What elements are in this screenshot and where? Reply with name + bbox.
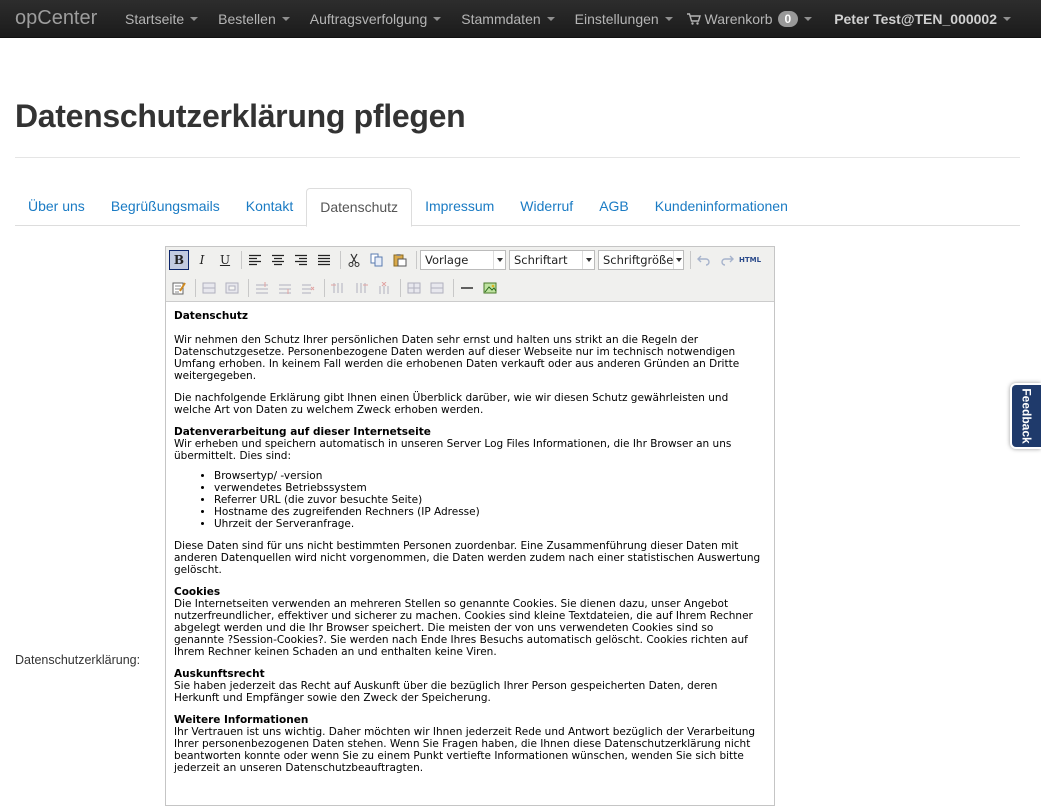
user-name: Peter Test@TEN_000002: [834, 10, 997, 27]
delete-row-button[interactable]: [298, 278, 318, 298]
insert-col-before-button[interactable]: [328, 278, 348, 298]
tab-widerruf[interactable]: Widerruf: [520, 198, 574, 214]
feedback-label: Feedback: [1019, 388, 1034, 444]
align-center-button[interactable]: [268, 250, 288, 270]
table-cell-props-button[interactable]: [222, 278, 242, 298]
content-paragraph: Die nachfolgende Erklärung gibt Ihnen einen Überblick darüber, wie wir diesen Schutz gewährleisten und welche Art von Daten zu welchem Zweck erhoben werden.: [174, 392, 729, 416]
caret-down-icon: [1003, 17, 1011, 21]
format-select[interactable]: [420, 250, 506, 270]
undo-icon: [697, 254, 711, 266]
toolbar-separator: [416, 251, 417, 269]
align-left-button[interactable]: [245, 250, 265, 270]
brand-logo[interactable]: opCenter: [15, 7, 98, 29]
html-source-button[interactable]: [740, 250, 760, 270]
nav-label: Einstellungen: [574, 10, 659, 27]
tab-ueber-uns[interactable]: Über uns: [28, 198, 85, 214]
content-paragraph: Sie haben jederzeit das Recht auf Auskunft über die bezüglich Ihrer Person gespeicherten Daten, deren Herkunft und Empfänger sowie den Zweck der Speicherung.: [174, 680, 718, 704]
caret-down-icon: [665, 17, 673, 21]
insert-col-after-button[interactable]: [351, 278, 371, 298]
insert-row-before-button[interactable]: [252, 278, 272, 298]
align-justify-button[interactable]: [314, 250, 334, 270]
chevron-down-icon: [582, 251, 594, 269]
toolbar-separator: [340, 251, 341, 269]
copy-icon: [370, 253, 384, 267]
edit-style-icon: [172, 281, 186, 295]
delete-row-icon: [301, 282, 315, 294]
undo-button[interactable]: [694, 250, 714, 270]
content-tabs: [15, 188, 1020, 226]
nav-startseite[interactable]: [125, 11, 198, 27]
content-heading: Datenschutz: [174, 310, 248, 322]
align-right-icon: [294, 254, 308, 266]
toolbar-separator: [453, 279, 454, 297]
toolbar-separator: [241, 251, 242, 269]
toolbar-separator: [324, 279, 325, 297]
shopping-cart-icon: [687, 13, 701, 25]
section-heading: Datenverarbeitung auf dieser Internetseite: [174, 426, 431, 438]
tab-datenschutz[interactable]: Datenschutz: [306, 188, 412, 227]
insert-row-icon: [278, 282, 292, 294]
nav-label: Bestellen: [218, 10, 276, 27]
split-cells-button[interactable]: [404, 278, 424, 298]
page-title: Datenschutzerklärung pflegen: [15, 98, 466, 134]
chevron-down-icon: [493, 251, 505, 269]
section-heading: Cookies: [174, 586, 221, 598]
tab-impressum[interactable]: Impressum: [425, 198, 495, 214]
insert-column-icon: [331, 282, 345, 294]
header-divider: [15, 157, 1020, 158]
tab-kundeninformationen[interactable]: Kundeninformationen: [654, 198, 788, 214]
content-paragraph: Die Internetseiten verwenden an mehreren Stellen so genannte Cookies. Sie dienen dazu, unser Angebot nutzerfreundlicher, effektiver und sicherer zu machen. Cookies sind kleine Textdateien, die auf Ihrem Rechner abgelegt werden und die Ihr Browser speichert. Die meisten der von uns verwendeten Cookies sind so genannte ?Session-Cookies?. Sie werden nach Ende Ihres Besuchs automatisch gelöscht. Cookies richten auf Ihrem Rechner keinen Schaden an und enthalten keine Viren.: [174, 598, 753, 658]
horizontal-rule-button[interactable]: [457, 278, 477, 298]
bold-button[interactable]: [169, 250, 189, 270]
tab-agb[interactable]: AGB: [599, 198, 629, 214]
list-item: • Hostname des zugreifenden Rechners (IP Adresse): [214, 506, 766, 518]
italic-button[interactable]: [192, 250, 212, 270]
chevron-down-icon: [673, 251, 683, 269]
nav-label: Auftragsverfolgung: [309, 10, 428, 27]
toolbar-row-2: [169, 278, 503, 298]
insert-image-button[interactable]: [480, 278, 500, 298]
cut-button[interactable]: [344, 250, 364, 270]
user-menu[interactable]: [834, 11, 1011, 27]
paste-button[interactable]: [390, 250, 410, 270]
nav-einstellungen[interactable]: [575, 11, 673, 27]
scissors-icon: [347, 253, 361, 267]
delete-column-icon: [377, 282, 391, 294]
caret-down-icon: [433, 17, 441, 21]
navbar-right: [687, 11, 1041, 27]
list-item: • Referrer URL (die zuvor besuchte Seite): [214, 494, 766, 506]
table-cell-icon: [225, 282, 239, 294]
caret-down-icon: [282, 17, 290, 21]
nav-auftragsverfolgung[interactable]: [310, 11, 442, 27]
insert-row-after-button[interactable]: [275, 278, 295, 298]
toolbar-separator: [195, 279, 196, 297]
content-paragraph: Wir erheben und speichern automatisch in unseren Server Log Files Informationen, die Ihr Browser an uns übermittelt. Dies sind:: [174, 438, 732, 462]
redo-button[interactable]: [717, 250, 737, 270]
caret-down-icon: [190, 17, 198, 21]
cart-dropdown[interactable]: [687, 11, 813, 27]
table-row-props-button[interactable]: [199, 278, 219, 298]
tab-kontakt[interactable]: Kontakt: [245, 198, 294, 214]
redo-icon: [720, 254, 734, 266]
editor-content-area[interactable]: [166, 302, 774, 774]
toolbar-separator: [248, 279, 249, 297]
caret-down-icon: [804, 17, 812, 21]
datenschutz-field-label: Datenschutzerklärung:: [15, 653, 141, 667]
bold-icon: B: [173, 253, 185, 267]
nav-bestellen[interactable]: [218, 11, 290, 27]
image-icon: [483, 281, 497, 295]
nav-label: Stammdaten: [461, 10, 541, 27]
horizontal-rule-icon: [460, 282, 474, 294]
font-select-value: Schriftart: [514, 253, 568, 267]
tab-begruessungsmails[interactable]: Begrüßungsmails: [110, 198, 220, 214]
section-heading: Auskunftsrecht: [174, 668, 265, 680]
top-navbar: [0, 0, 1041, 38]
underline-icon: U: [219, 253, 231, 267]
edit-css-button[interactable]: [169, 278, 189, 298]
list-item: • verwendetes Betriebssystem: [214, 482, 766, 494]
delete-col-button[interactable]: [374, 278, 394, 298]
split-cells-icon: [407, 282, 421, 294]
html-label: HTML: [738, 256, 762, 264]
rich-text-editor: [165, 246, 775, 806]
align-justify-icon: [317, 254, 331, 266]
align-left-icon: [248, 254, 262, 266]
format-select-value: Vorlage: [425, 253, 469, 267]
paste-icon: [393, 253, 407, 267]
cart-count-badge: 0: [778, 11, 799, 27]
font-family-select[interactable]: [509, 250, 595, 270]
data-list: [174, 470, 766, 530]
nav-stammdaten[interactable]: [461, 11, 554, 27]
underline-button[interactable]: [215, 250, 235, 270]
editor-toolbar: [166, 247, 774, 302]
table-row-icon: [202, 282, 216, 294]
merge-cells-icon: [430, 282, 444, 294]
toolbar-separator: [400, 279, 401, 297]
content-paragraph: Ihr Vertrauen ist uns wichtig. Daher möchten wir Ihnen jederzeit Rede und Antwort bezüglich der Verarbeitung Ihrer personenbezogenen Daten stehen. Wenn Sie Fragen haben, die Ihnen diese Datenschutzerklärung nicht beantworten konnte oder wenn Sie zu einem Punkt vertiefte Informationen wünschen, wenden Sie sich bitte jederzeit an unseren Datenschutzbeauftragten.: [174, 726, 756, 774]
cart-label: Warenkorb: [704, 10, 773, 27]
caret-down-icon: [547, 17, 555, 21]
italic-icon: I: [199, 253, 205, 267]
list-item: • Uhrzeit der Serveranfrage.: [214, 518, 766, 530]
content-paragraph: Diese Daten sind für uns nicht bestimmten Personen zuordenbar. Eine Zusammenführung dieser Daten mit anderen Datenquellen wird nicht vorgenommen, die Daten werden zudem nach einer statistischen Auswertung gelöscht.: [174, 540, 761, 576]
insert-row-icon: [255, 282, 269, 294]
font-size-select[interactable]: [598, 250, 684, 270]
section-heading: Weitere Informationen: [174, 714, 309, 726]
list-item: • Browsertyp/ -version: [214, 470, 766, 482]
content-paragraph: Wir nehmen den Schutz Ihrer persönlichen Daten sehr ernst und halten uns strikt an die Regeln der Datenschutzgesetze. Personenbezogene Daten werden auf dieser Webseite nur im technisch notwendigen Umfang erhoben. In keinem Fall werden die erhobenen Daten verkauft oder aus anderen Gründen an Dritte weitergegeben.: [174, 334, 740, 382]
toolbar-separator: [690, 251, 691, 269]
insert-column-icon: [354, 282, 368, 294]
align-right-button[interactable]: [291, 250, 311, 270]
feedback-button[interactable]: [1010, 383, 1041, 449]
toolbar-row-1: [169, 250, 763, 270]
align-center-icon: [271, 254, 285, 266]
merge-cells-button[interactable]: [427, 278, 447, 298]
copy-button[interactable]: [367, 250, 387, 270]
nav-label: Startseite: [125, 10, 185, 27]
size-select-value: Schriftgröße: [603, 253, 674, 267]
